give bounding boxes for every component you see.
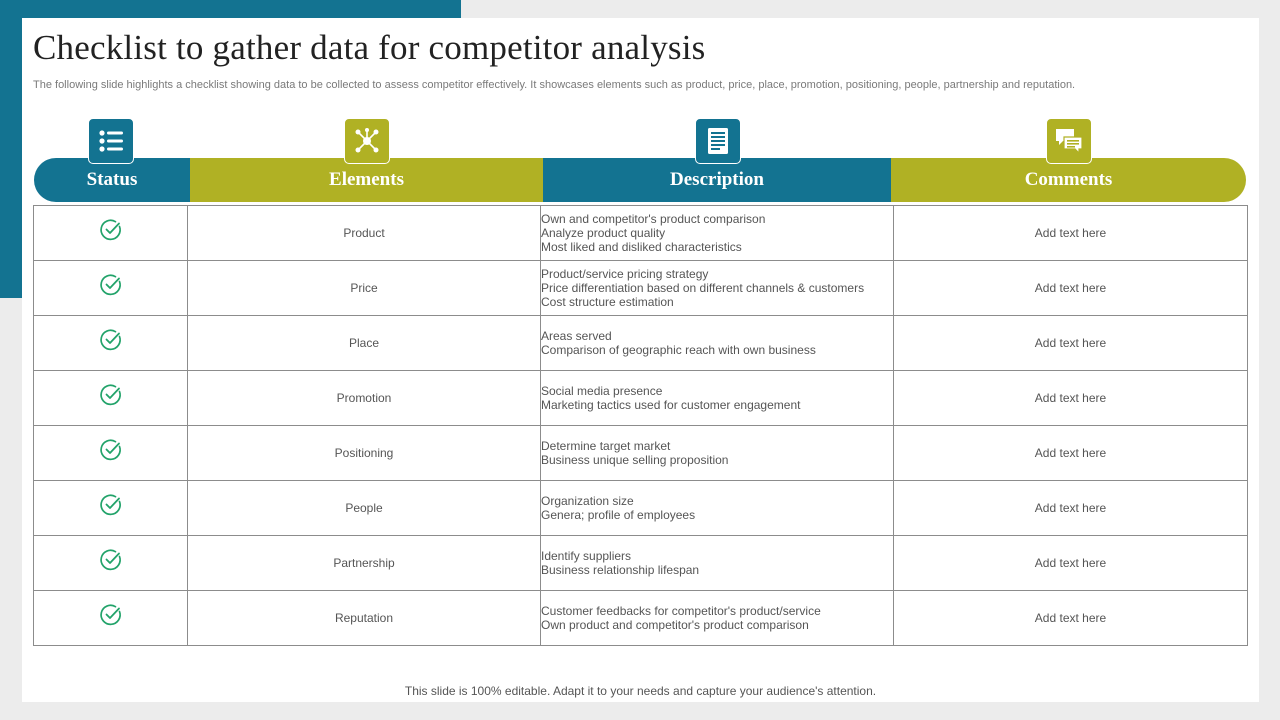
element-cell: Promotion (188, 371, 541, 426)
page-subtitle: The following slide highlights a checklist showing data to be collected to assess competitor effectively. It showcases elements such as product, price, place, promotion, positioning, people, partnership and reputation. (33, 79, 1076, 91)
description-line: Areas served (541, 329, 612, 343)
header-elements: Elements (190, 158, 543, 202)
description-cell (541, 316, 894, 371)
element-cell: Positioning (188, 426, 541, 481)
check-circle-icon (99, 493, 123, 517)
description-line: Customer feedbacks for competitor's product/service (541, 604, 821, 618)
description-line: Own product and competitor's product comparison (541, 618, 809, 632)
document-icon (695, 118, 741, 164)
description-line: Analyze product quality (541, 226, 666, 240)
description-cell (541, 426, 894, 481)
slide (22, 18, 1259, 702)
status-cell (34, 261, 188, 316)
table-row (34, 591, 1248, 646)
description-line: Comparison of geographic reach with own business (541, 343, 816, 357)
description-cell (541, 591, 894, 646)
description-line: Cost structure estimation (541, 295, 674, 309)
status-cell (34, 206, 188, 261)
element-cell: People (188, 481, 541, 536)
footer-note: This slide is 100% editable. Adapt it to your needs and capture your audience's attention. (404, 684, 877, 698)
table-row (34, 206, 1248, 261)
element-cell: Product (188, 206, 541, 261)
header-description: Description (543, 158, 891, 202)
header-status: Status (34, 158, 190, 202)
description-line: Price differentiation based on different channels & customers (541, 281, 865, 295)
comment-cell: Add text here (894, 591, 1248, 646)
check-circle-icon (99, 218, 123, 242)
checklist-icon (88, 118, 134, 164)
status-cell (34, 536, 188, 591)
description-line: Most liked and disliked characteristics (541, 240, 742, 254)
description-line: Own and competitor's product comparison (541, 212, 766, 226)
table-row (34, 316, 1248, 371)
description-line: Business unique selling proposition (541, 453, 729, 467)
description-line: Social media presence (541, 384, 663, 398)
table-row (34, 261, 1248, 316)
table-row (34, 371, 1248, 426)
page-title: Checklist to gather data for competitor analysis (33, 28, 706, 67)
status-cell (34, 591, 188, 646)
header-comments: Comments (891, 158, 1246, 202)
table-row (34, 481, 1248, 536)
description-line: Genera; profile of employees (541, 508, 696, 522)
description-line: Product/service pricing strategy (541, 267, 709, 281)
check-circle-icon (99, 603, 123, 627)
comment-cell: Add text here (894, 261, 1248, 316)
comment-cell: Add text here (894, 481, 1248, 536)
check-circle-icon (99, 383, 123, 407)
check-circle-icon (99, 438, 123, 462)
description-cell (541, 261, 894, 316)
check-circle-icon (99, 328, 123, 352)
network-icon (344, 118, 390, 164)
element-cell: Partnership (188, 536, 541, 591)
comment-cell: Add text here (894, 536, 1248, 591)
chat-bubbles-icon (1046, 118, 1092, 164)
comment-cell: Add text here (894, 426, 1248, 481)
description-line: Organization size (541, 494, 634, 508)
check-circle-icon (99, 548, 123, 572)
status-cell (34, 481, 188, 536)
status-cell (34, 426, 188, 481)
comment-cell: Add text here (894, 371, 1248, 426)
table-row (34, 536, 1248, 591)
element-cell: Reputation (188, 591, 541, 646)
description-line: Business relationship lifespan (541, 563, 700, 577)
description-line: Identify suppliers (541, 549, 632, 563)
table-body (34, 206, 1248, 646)
status-cell (34, 371, 188, 426)
description-cell (541, 371, 894, 426)
table-header-band (34, 158, 1246, 202)
description-cell (541, 206, 894, 261)
element-cell: Place (188, 316, 541, 371)
description-cell (541, 481, 894, 536)
element-cell: Price (188, 261, 541, 316)
description-line: Determine target market (541, 439, 671, 453)
table-row (34, 426, 1248, 481)
description-line: Marketing tactics used for customer engagement (541, 398, 801, 412)
description-cell (541, 536, 894, 591)
check-circle-icon (99, 273, 123, 297)
comment-cell: Add text here (894, 206, 1248, 261)
comment-cell: Add text here (894, 316, 1248, 371)
status-cell (34, 316, 188, 371)
checklist-table (33, 205, 1248, 646)
